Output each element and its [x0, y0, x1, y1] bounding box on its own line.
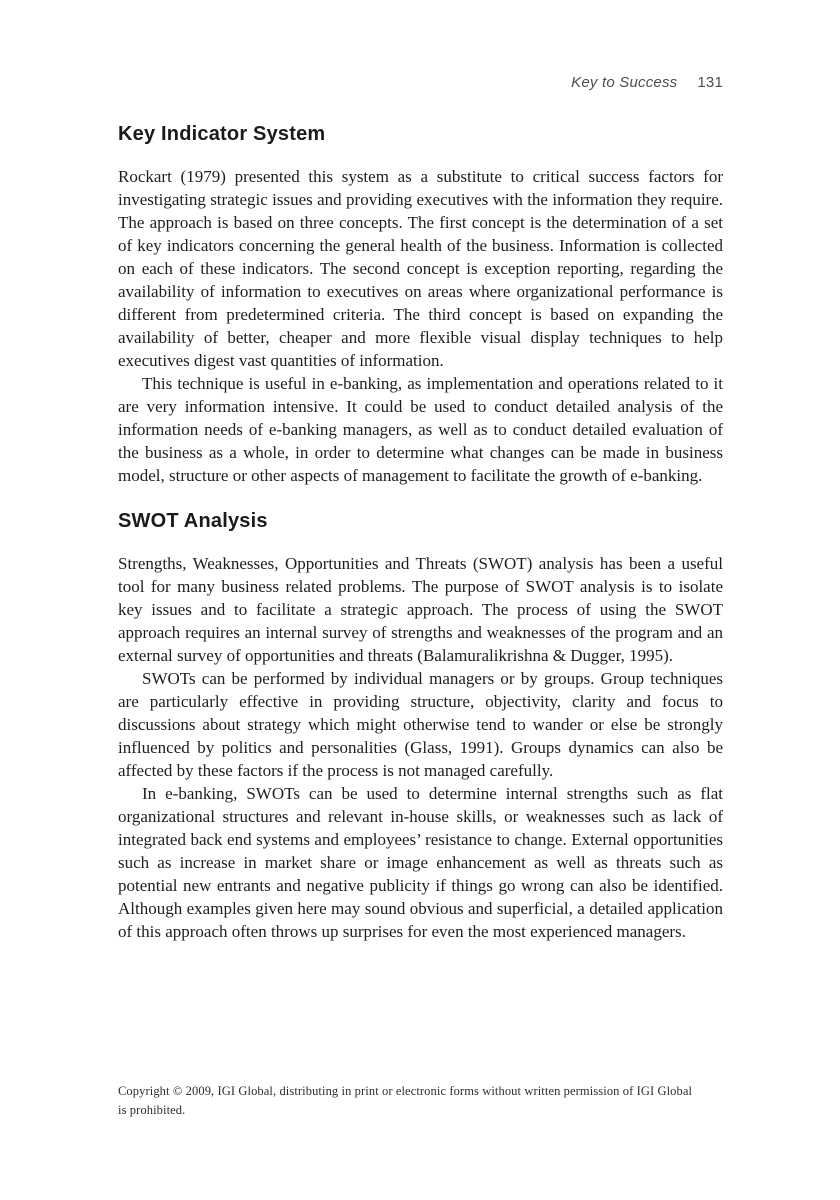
- heading-key-indicator-system: Key Indicator System: [118, 123, 326, 145]
- paragraph: This technique is useful in e-banking, as implementation and operations related to it are very information intensive. It could be used to conduct detailed analysis of the information needs of e-banking managers, as well as to conduct detailed evaluation of the business as a whole, in order to determine what changes can be made in business model, structure or other aspects of management to facilitate the growth of e-banking.: [118, 374, 723, 485]
- copyright-line-1: Copyright © 2009, IGI Global, distributing in print or electronic forms without written permission of IGI Global: [118, 1084, 693, 1098]
- paragraph: SWOTs can be performed by individual managers or by groups. Group techniques are particularly effective in providing structure, objectivity, clarity and focus to discussions about strategy which might otherwise tend to wander or else be strongly influenced by politics and personalities (Glass, 1991). Groups dynamics can also be affected by these factors if the process is not managed carefully.: [118, 669, 723, 780]
- paragraph: Rockart (1979) presented this system as a substitute to critical success factors for investigating strategic issues and providing executives with the information they require. The approach is based on three concepts. The first concept is the determination of a set of key indicators concerning the general health of the business. Information is collected on each of these indicators. The second concept is exception reporting, regarding the availability of information to executives on areas where organizational performance is different from predetermined criteria. The third concept is based on expanding the availability of better, cheaper and more flexible visual display techniques to help executives digest vast quantities of information.: [118, 167, 723, 370]
- heading-swot-analysis: SWOT Analysis: [118, 510, 268, 532]
- paragraph: Strengths, Weaknesses, Opportunities and Threats (SWOT) analysis has been a useful tool for many business related problems. The purpose of SWOT analysis is to isolate key issues and to facilitate a strategic approach. The process of using the SWOT approach requires an internal survey of strengths and weaknesses of the program and an external survey of opportunities and threats (Balamuralikrishna & Dugger, 1995).: [118, 554, 723, 665]
- page-number: 131: [697, 74, 723, 91]
- copyright-line-2: is prohibited.: [118, 1102, 186, 1117]
- copyright-notice: [118, 1082, 738, 1119]
- paragraph: In e-banking, SWOTs can be used to determine internal strengths such as flat organizational structures and relevant in-house skills, or weaknesses such as lack of integrated back end systems and employees’ resistance to change. External opportunities such as increase in market share or image enhancement as well as threats such as potential new entrants and negative publicity if things go wrong can also be identified. Although examples given here may sound obvious and superficial, a detailed application of this approach often throws up surprises for even the most experienced managers.: [118, 784, 723, 941]
- page-content: [118, 0, 723, 943]
- running-head-title: Key to Success: [571, 74, 678, 91]
